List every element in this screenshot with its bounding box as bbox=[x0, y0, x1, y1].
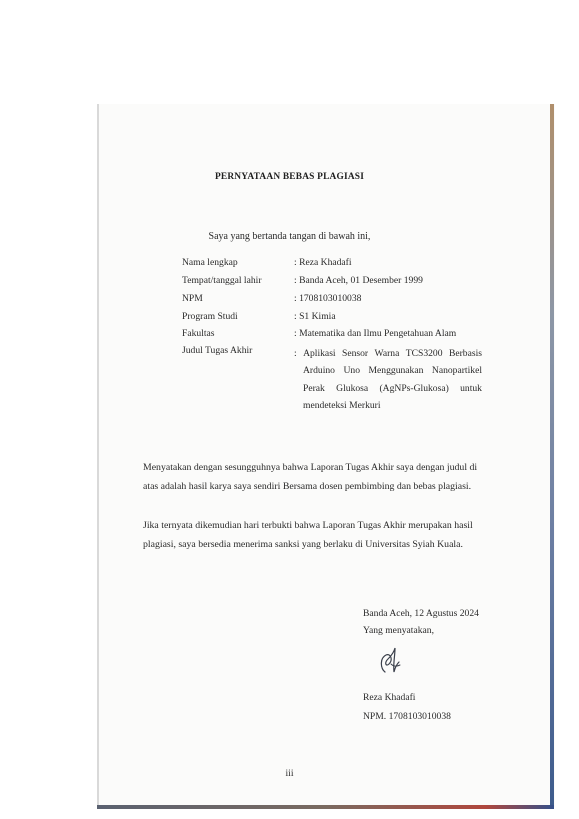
field-label-ttl: Tempat/tanggal lahir bbox=[182, 275, 262, 286]
scan-edge-right bbox=[550, 104, 554, 807]
sanction-line-2: plagiasi, saya bersedia menerima sanksi yang berlaku di Universitas Syiah Kuala. bbox=[143, 538, 463, 550]
field-label-prodi: Program Studi bbox=[182, 311, 238, 322]
judul-word: Perak bbox=[303, 382, 325, 394]
judul-word: Glukosa bbox=[336, 382, 369, 394]
judul-word: Nanopartikel bbox=[431, 365, 482, 377]
judul-word: untuk bbox=[460, 382, 482, 394]
closing-text: Yang menyatakan, bbox=[363, 625, 434, 636]
judul-word: Uno bbox=[343, 365, 361, 377]
intro-text: Saya yang bertanda tangan di bawah ini, bbox=[208, 231, 371, 242]
document-title: PERNYATAAN BEBAS PLAGIASI bbox=[214, 172, 365, 182]
signer-name: Reza Khadafi bbox=[363, 692, 416, 703]
document-page bbox=[97, 104, 555, 807]
field-value-prodi: : S1 Kimia bbox=[294, 311, 336, 322]
signer-npm: NPM. 1708103010038 bbox=[363, 711, 451, 722]
statement-line-2: atas adalah hasil karya saya sendiri Bersama dosen pembimbing dan bebas plagiasi. bbox=[143, 480, 472, 492]
judul-colon: : bbox=[294, 348, 297, 359]
handwritten-signature bbox=[377, 646, 403, 676]
field-value-judul bbox=[294, 345, 482, 414]
field-value-fakultas: : Matematika dan Ilmu Pengetahuan Alam bbox=[294, 328, 457, 339]
field-label-npm: NPM bbox=[182, 293, 203, 304]
judul-line-3 bbox=[294, 380, 482, 397]
judul-word: TCS3200 bbox=[405, 348, 443, 359]
statement-paragraph bbox=[143, 459, 495, 496]
sanction-line-1: Jika ternyata dikemudian hari terbukti bahwa Laporan Tugas Akhir merupakan hasil bbox=[143, 520, 473, 531]
judul-line-4 bbox=[294, 397, 482, 414]
field-label-fakultas: Fakultas bbox=[182, 328, 215, 339]
judul-word: Menggunakan bbox=[368, 365, 424, 377]
scan-edge-bottom bbox=[97, 805, 554, 809]
judul-word: (AgNPs-Glukosa) bbox=[379, 382, 449, 394]
field-value-npm: : 1708103010038 bbox=[294, 293, 362, 304]
sanction-paragraph bbox=[143, 517, 495, 554]
field-value-ttl: : Banda Aceh, 01 Desember 1999 bbox=[294, 275, 423, 286]
judul-word: Warna bbox=[374, 348, 400, 359]
judul-word: Sensor bbox=[342, 348, 369, 359]
judul-word: Arduino bbox=[303, 365, 335, 377]
judul-line-1 bbox=[294, 345, 482, 362]
field-label-judul: Judul Tugas Akhir bbox=[182, 345, 253, 356]
judul-word: mendeteksi Merkuri bbox=[303, 399, 381, 411]
field-value-nama: : Reza Khadafi bbox=[294, 257, 352, 268]
judul-line-2 bbox=[294, 362, 482, 379]
statement-line-1: Menyatakan dengan sesungguhnya bahwa Laporan Tugas Akhir saya dengan judul di bbox=[143, 462, 478, 473]
judul-word: Berbasis bbox=[448, 348, 482, 359]
judul-word: Aplikasi bbox=[303, 348, 336, 359]
page-number: iii bbox=[285, 768, 294, 779]
place-date: Banda Aceh, 12 Agustus 2024 bbox=[363, 608, 479, 619]
field-label-nama: Nama lengkap bbox=[182, 257, 238, 268]
